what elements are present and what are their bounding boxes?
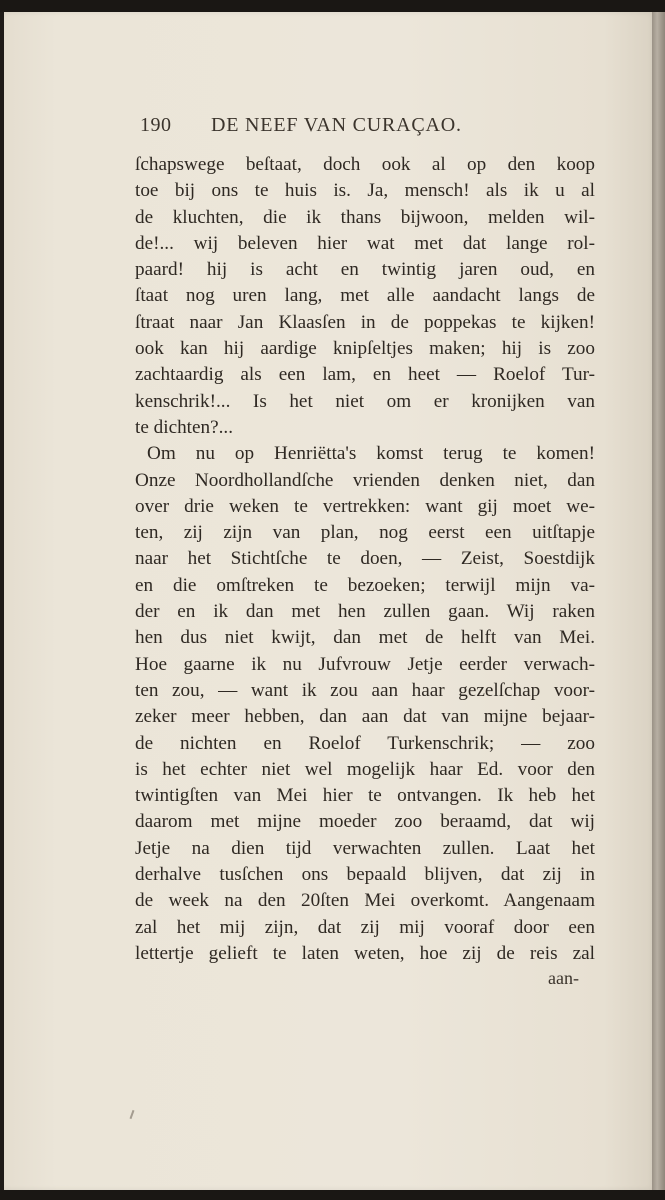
text-line: kenschrik!... Is het niet om er kronijken van	[135, 390, 595, 412]
text-line: Jetje na dien tijd verwachten zullen. Laat het	[135, 837, 595, 859]
text-line: twintigſten van Mei hier te ontvangen. Ik heb het	[135, 785, 595, 807]
text-line: de!... wij beleven hier wat met dat lange rol-	[135, 232, 595, 254]
book-spine-edge	[652, 12, 665, 1190]
page-number: 190	[140, 114, 172, 136]
text-line: te dichten?...	[135, 416, 234, 438]
text-line: ſtaat nog uren lang, met alle aandacht langs de	[135, 285, 595, 307]
text-line: lettertje gelieft te laten weten, hoe zij de reis zal	[135, 942, 595, 964]
text-line: de nichten en Roelof Turkenschrik; — zoo	[135, 732, 595, 754]
text-line: hen dus niet kwijt, dan met de helft van Mei.	[135, 627, 595, 649]
text-line: zachtaardig als een lam, en heet — Roelof Tur-	[135, 364, 595, 386]
catchword: aan-	[548, 968, 579, 988]
text-line: ook kan hij aardige knipſeltjes maken; hij is zoo	[135, 338, 595, 360]
text-line: over drie weken te vertrekken: want gij moet we-	[135, 495, 595, 517]
body-text	[135, 152, 595, 967]
text-line: der en ik dan met hen zullen gaan. Wij raken	[135, 601, 595, 623]
text-line: en die omſtreken te bezoeken; terwijl mijn va-	[135, 574, 595, 596]
scan-border-top	[0, 0, 665, 12]
running-header	[140, 114, 510, 137]
text-line: ten zou, — want ik zou aan haar gezelſchap voor-	[135, 679, 595, 701]
text-line: Hoe gaarne ik nu Jufvrouw Jetje eerder verwach-	[135, 653, 595, 675]
text-line: ſtraat naar Jan Klaasſen in de poppekas te kijken!	[135, 311, 595, 333]
text-line: de week na den 20ſten Mei overkomt. Aangenaam	[135, 890, 595, 912]
text-line: naar het Stichtſche te doen, — Zeist, Soestdijk	[135, 548, 595, 570]
text-line: derhalve tusſchen ons bepaald blijven, dat zij in	[135, 864, 595, 886]
text-line: zal het mij zijn, dat zij mij vooraf door een	[135, 916, 595, 938]
text-line: is het echter niet wel mogelijk haar Ed. voor den	[135, 758, 595, 780]
text-line: de kluchten, die ik thans bijwoon, melden wil-	[135, 206, 595, 228]
text-line: ten, zij zijn van plan, nog eerst een uitſtapje	[135, 522, 595, 544]
text-line: Onze Noordhollandſche vrienden denken niet, dan	[135, 469, 595, 491]
running-title: DE NEEF VAN CURAÇAO.	[211, 114, 462, 136]
text-line: paard! hij is acht en twintig jaren oud, en	[135, 259, 595, 281]
text-line: daarom met mijne moeder zoo beraamd, dat wij	[135, 811, 595, 833]
scan-border-bottom	[0, 1190, 665, 1200]
text-line: Om nu op Henriëtta's komst terug te komen!	[147, 443, 595, 465]
text-line: ſchapswege beſtaat, doch ook al op den koop	[135, 154, 595, 175]
text-line: zeker meer hebben, dan aan dat van mijne bejaar-	[135, 706, 595, 728]
text-line: toe bij ons te huis is. Ja, mensch! als ik u al	[135, 180, 595, 202]
